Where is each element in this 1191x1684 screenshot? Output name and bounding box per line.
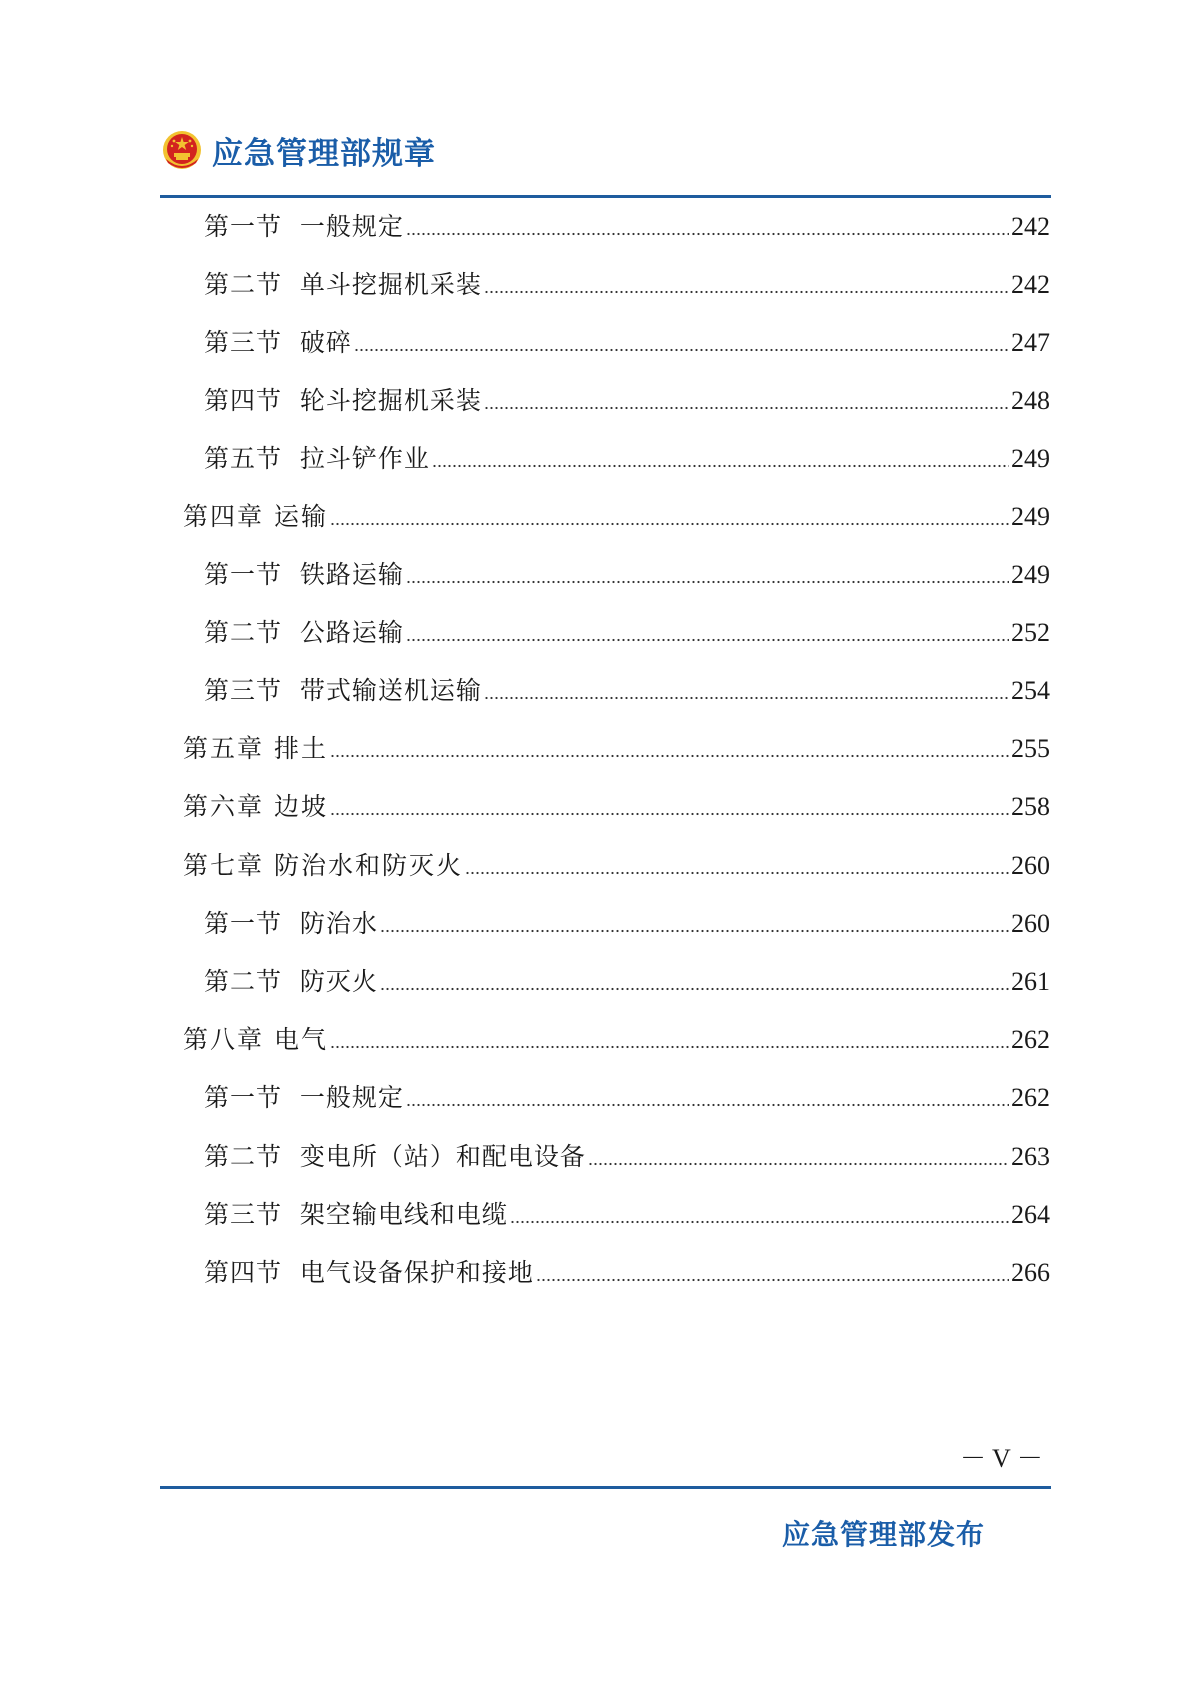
- toc-dot-leader: [406, 232, 1009, 236]
- toc-dot-leader: [406, 638, 1009, 642]
- national-emblem-icon: [160, 129, 204, 173]
- toc-dot-leader: [354, 348, 1009, 352]
- toc-entry[interactable]: [183, 492, 1050, 532]
- page-number: － V －: [960, 1444, 1043, 1473]
- toc-entry-label: 第八章 电气: [183, 1025, 328, 1054]
- toc-dot-leader: [588, 1162, 1009, 1166]
- toc-entry-page: 249: [1011, 444, 1050, 473]
- toc-entry[interactable]: [204, 434, 1050, 474]
- toc-entry[interactable]: [204, 666, 1050, 706]
- toc-entry[interactable]: [204, 318, 1050, 358]
- toc-entry[interactable]: [183, 724, 1050, 764]
- toc-entry-page: 260: [1011, 851, 1050, 880]
- toc-entry-label: 第七章 防治水和防灭火: [183, 851, 463, 880]
- toc-entry-label: 第五章 排土: [183, 734, 328, 763]
- toc-entry-page: 261: [1011, 967, 1050, 996]
- toc-entry-label: 第三节 破碎: [204, 328, 352, 357]
- toc-dot-leader: [465, 871, 1009, 875]
- toc-entry-page: 263: [1011, 1142, 1050, 1171]
- toc-entry-page: 247: [1011, 328, 1050, 357]
- toc-dot-leader: [330, 1045, 1009, 1049]
- toc-entry-page: 262: [1011, 1025, 1050, 1054]
- toc-entry-page: 252: [1011, 618, 1050, 647]
- toc-entry-page: 258: [1011, 792, 1050, 821]
- toc-dot-leader: [484, 696, 1009, 700]
- toc-entry[interactable]: [183, 782, 1050, 822]
- toc-entry[interactable]: [204, 260, 1050, 300]
- header-title: 应急管理部规章: [212, 136, 436, 172]
- toc-dot-leader: [330, 522, 1009, 526]
- toc-entry-label: 第四节 轮斗挖掘机采装: [204, 386, 482, 415]
- toc-entry[interactable]: [204, 1248, 1050, 1288]
- toc-entry-page: 248: [1011, 386, 1050, 415]
- toc-entry[interactable]: [183, 1015, 1050, 1055]
- toc-dot-leader: [484, 290, 1009, 294]
- toc-entry-label: 第四章 运输: [183, 502, 328, 531]
- toc-entry-label: 第一节 一般规定: [204, 1083, 404, 1112]
- toc-entry[interactable]: [204, 202, 1050, 242]
- toc-entry[interactable]: [204, 1073, 1050, 1113]
- toc-entry[interactable]: [204, 376, 1050, 416]
- footer-title: 应急管理部发布: [782, 1518, 986, 1551]
- toc-entry-label: 第三节 架空输电线和电缆: [204, 1200, 508, 1229]
- toc-entry-label: 第六章 边坡: [183, 792, 328, 821]
- toc-entry-page: 249: [1011, 560, 1050, 589]
- toc-entry-page: 242: [1011, 270, 1050, 299]
- toc-entry-page: 255: [1011, 734, 1050, 763]
- toc-entry-label: 第二节 变电所（站）和配电设备: [204, 1142, 586, 1171]
- toc-dot-leader: [406, 580, 1009, 584]
- toc-entry-label: 第二节 防灭火: [204, 967, 378, 996]
- toc-entry-label: 第三节 带式输送机运输: [204, 676, 482, 705]
- toc-entry-page: 242: [1011, 212, 1050, 241]
- toc-entry-label: 第四节 电气设备保护和接地: [204, 1258, 534, 1287]
- toc-entry-page: 266: [1011, 1258, 1050, 1287]
- toc-dot-leader: [536, 1278, 1009, 1282]
- footer-divider: [160, 1486, 1051, 1489]
- toc-dot-leader: [330, 812, 1009, 816]
- toc-dot-leader: [330, 754, 1009, 758]
- toc-dot-leader: [406, 1103, 1009, 1107]
- toc-entry-label: 第二节 单斗挖掘机采装: [204, 270, 482, 299]
- toc-entry[interactable]: [204, 550, 1050, 590]
- toc-entry[interactable]: [204, 957, 1050, 997]
- toc-dot-leader: [510, 1220, 1009, 1224]
- toc-entry-label: 第一节 一般规定: [204, 212, 404, 241]
- toc-entry-label: 第一节 防治水: [204, 909, 378, 938]
- toc-entry-label: 第一节 铁路运输: [204, 560, 404, 589]
- toc-entry-page: 254: [1011, 676, 1050, 705]
- toc-dot-leader: [432, 464, 1009, 468]
- toc-entry[interactable]: [183, 841, 1050, 881]
- page-header: [160, 128, 436, 173]
- toc-entry[interactable]: [204, 899, 1050, 939]
- toc-entry-page: 262: [1011, 1083, 1050, 1112]
- toc-entry-page: 249: [1011, 502, 1050, 531]
- toc-entry[interactable]: [204, 608, 1050, 648]
- header-divider: [160, 195, 1051, 198]
- toc-entry[interactable]: [204, 1190, 1050, 1230]
- toc-dot-leader: [380, 987, 1009, 991]
- toc-entry-label: 第五节 拉斗铲作业: [204, 444, 430, 473]
- toc-entry-label: 第二节 公路运输: [204, 618, 404, 647]
- toc-entry[interactable]: [204, 1132, 1050, 1172]
- toc-entry-page: 264: [1011, 1200, 1050, 1229]
- toc-entry-page: 260: [1011, 909, 1050, 938]
- toc-dot-leader: [380, 929, 1009, 933]
- toc-dot-leader: [484, 406, 1009, 410]
